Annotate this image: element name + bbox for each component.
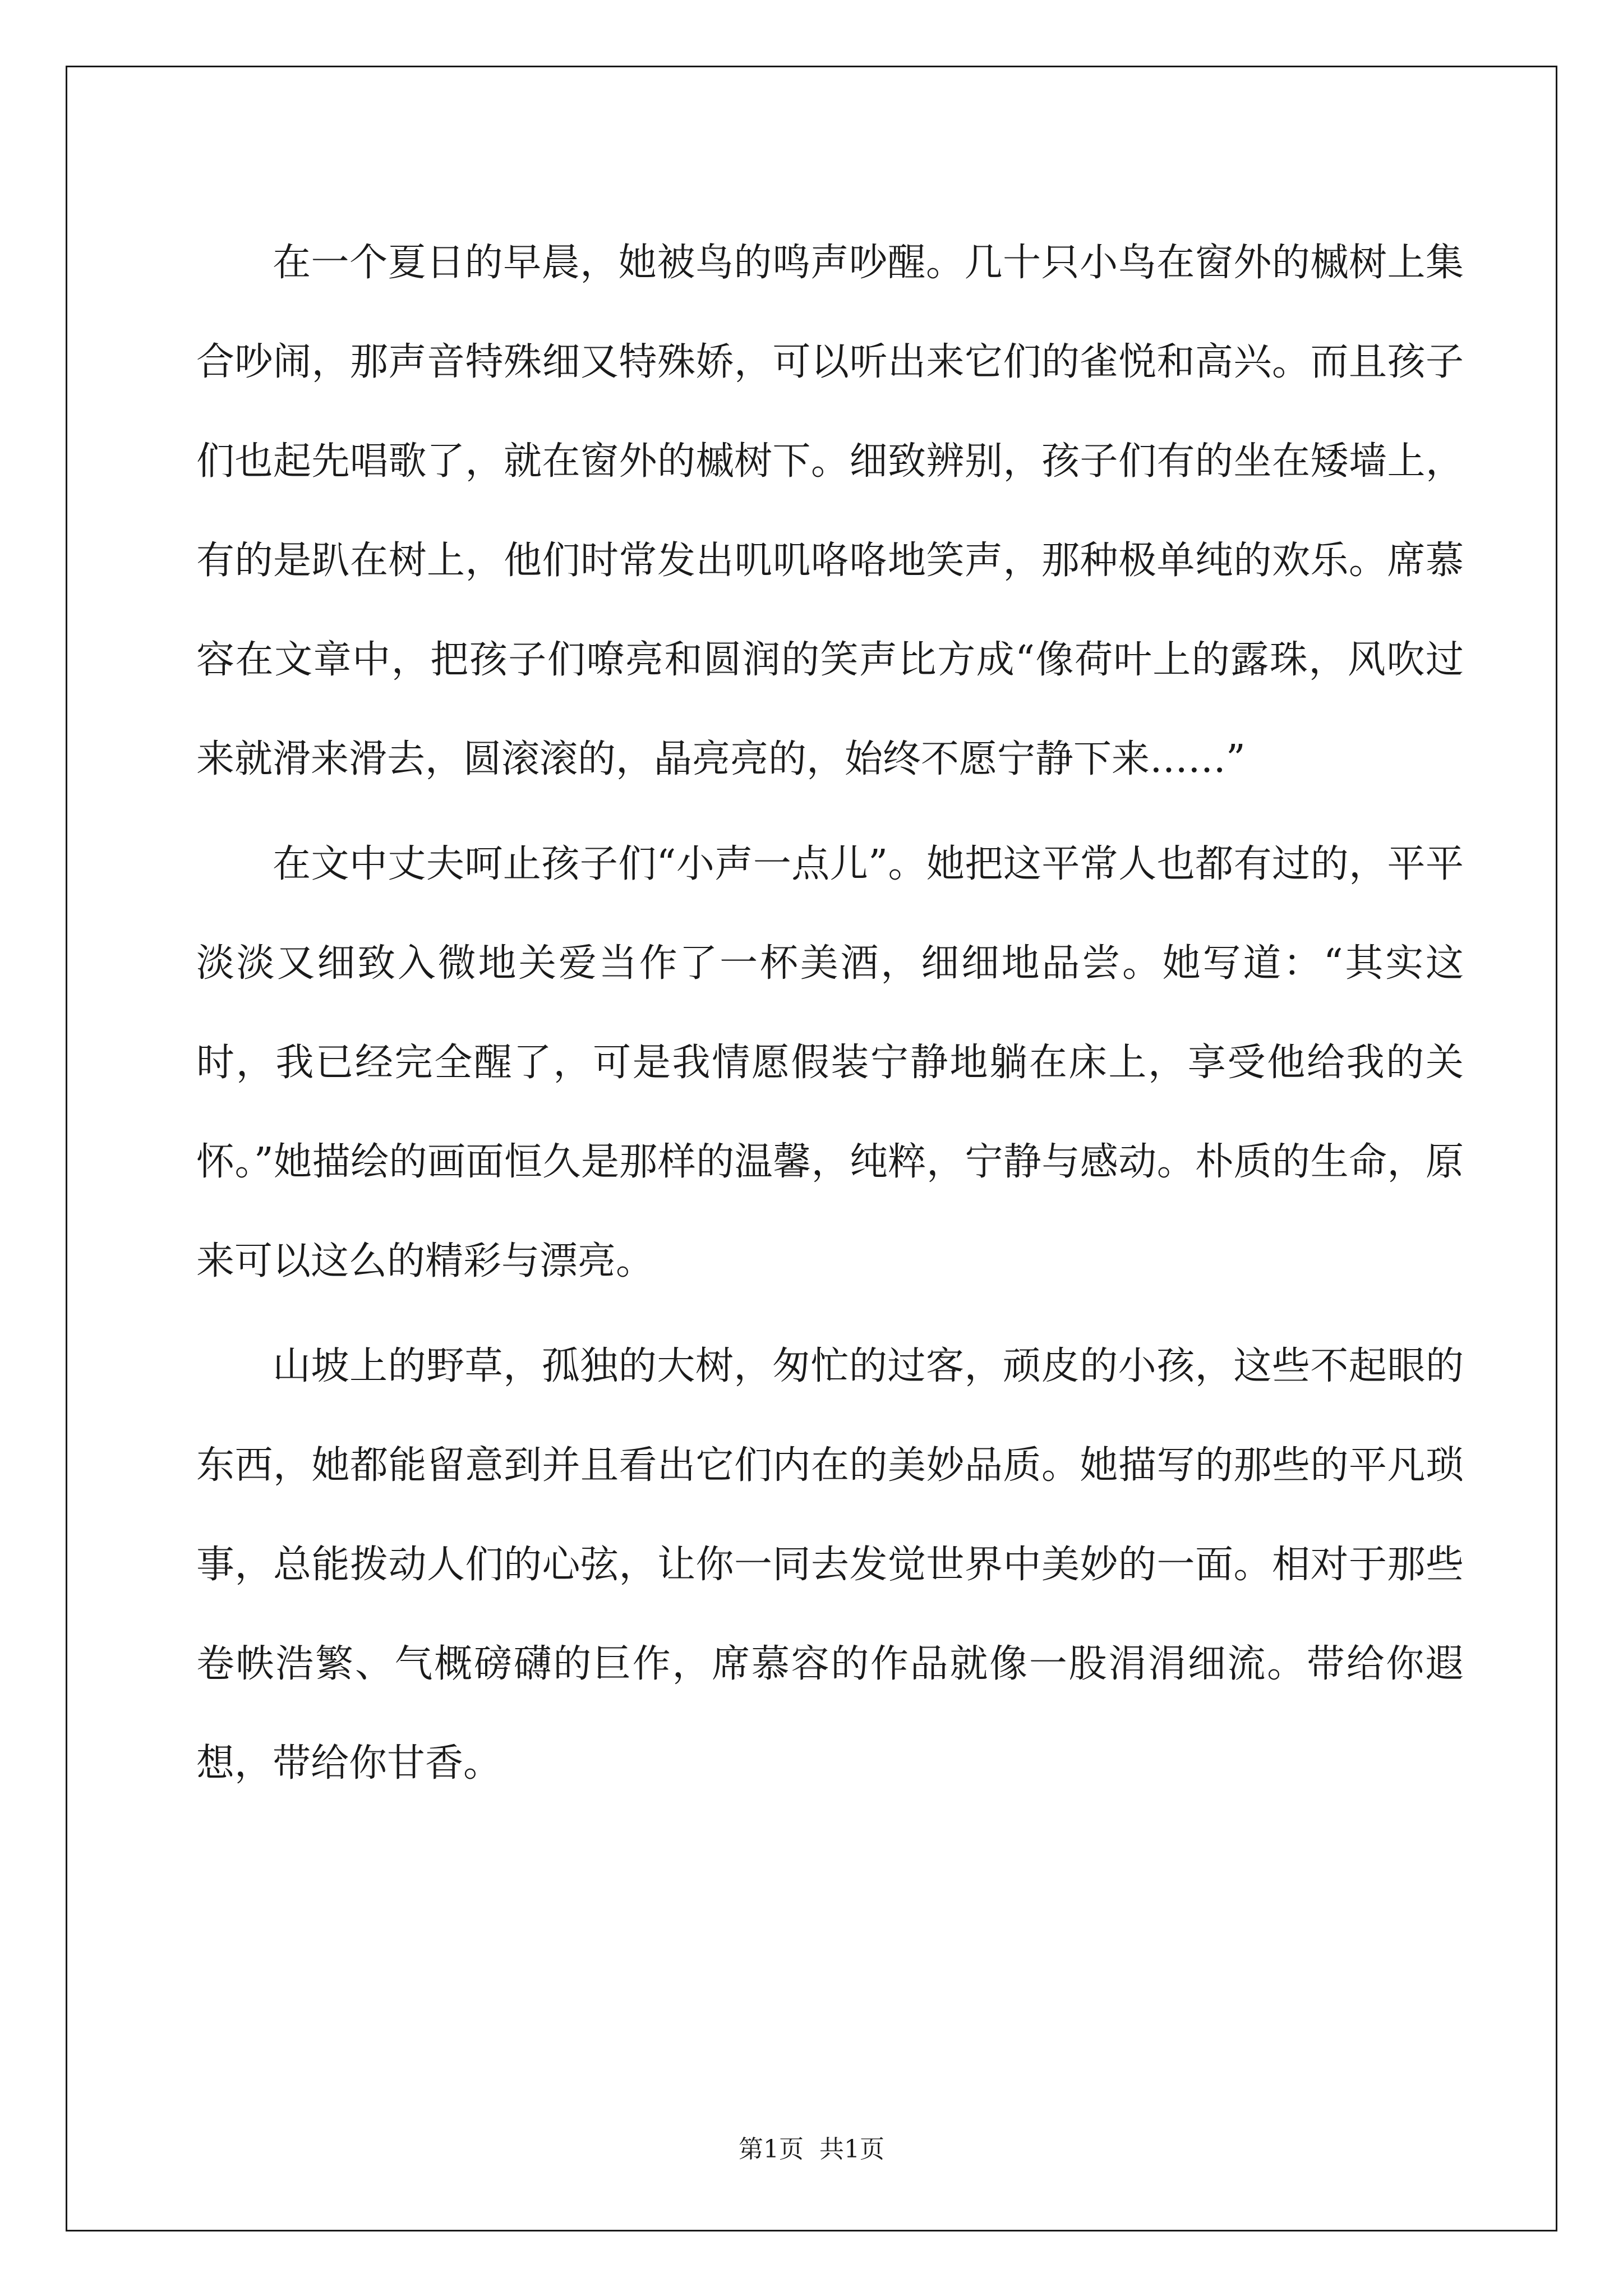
paragraph: 在文中丈夫呵止孩子们“小声一点儿”。她把这平常人也都有过的，平平淡淡又细致入微地关爱当作了一杯美酒，细细地品尝。她写道：“其实这时，我已经完全醒了，可是我情愿假装宁静地躺在床上，享受他给我的关怀。”她描绘的画面恒久是那样的温馨，纯粹，宁静与感动。朴质的生命，原来可以这么的精彩与漂亮。 — [196, 842, 1464, 1283]
page-number: 第1页 — [739, 2135, 804, 2164]
paragraph: 在一个夏日的早晨，她被鸟的鸣声吵醒。几十只小鸟在窗外的槭树上集合吵闹，那声音特殊细又特殊娇，可以听出来它们的雀悦和高兴。而且孩子们也起先唱歌了，就在窗外的槭树下。细致辨别，孩子们有的坐在矮墙上，有的是趴在树上，他们时常发出叽叽咯咯地笑声，那种极单纯的欢乐。席慕容在文章中，把孩子们嘹亮和圆润的笑声比方成“像荷叶上的露珠，风吹过来就滑来滑去，圆滚滚的，晶亮亮的，始终不愿宁静下来……” — [196, 241, 1464, 781]
page-total: 共1页 — [819, 2135, 884, 2164]
document-body — [196, 213, 1464, 1813]
paragraph: 山坡上的野草，孤独的大树，匆忙的过客，顽皮的小孩，这些不起眼的东西，她都能留意到并且看出它们内在的美妙品质。她描写的那些的平凡琐事，总能拨动人们的心弦，让你一同去发觉世界中美妙的一面。相对于那些卷帙浩繁、气概磅礴的巨作，席慕容的作品就像一股涓涓细流。带给你遐想，带给你甘香。 — [196, 1344, 1464, 1786]
page-footer — [0, 2129, 1623, 2165]
